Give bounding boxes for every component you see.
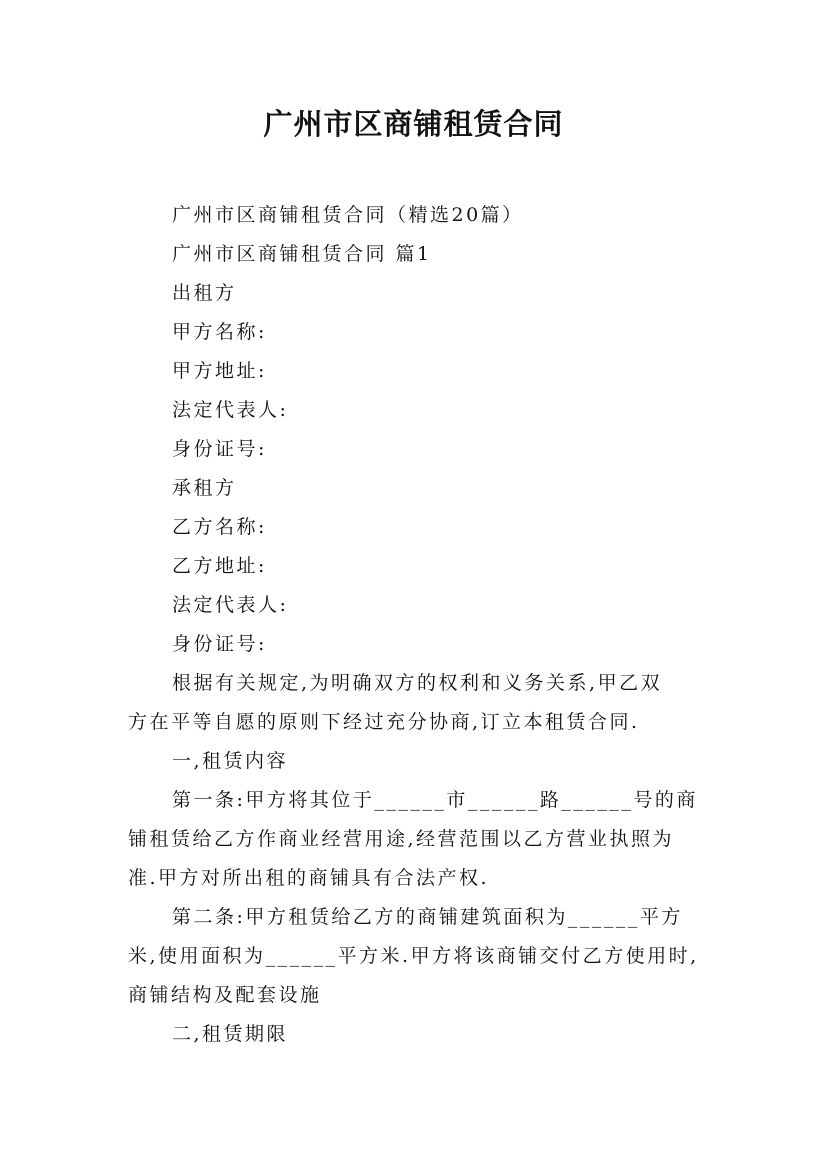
- section-heading: 广州市区商铺租赁合同 篇1: [172, 243, 432, 265]
- text-line: 甲方名称:: [172, 321, 267, 343]
- text-line: 法定代表人:: [172, 594, 289, 616]
- paragraph-line: 米,使用面积为______平方米.甲方将该商铺交付乙方使用时,: [128, 945, 699, 967]
- text-line: 法定代表人:: [172, 399, 289, 421]
- section-heading: 二,租赁期限: [172, 1023, 289, 1045]
- paragraph-line: 商铺结构及配套设施: [128, 984, 322, 1006]
- text-line: 身份证号:: [172, 633, 267, 655]
- text-line: 甲方地址:: [172, 360, 267, 382]
- paragraph-line: 第二条:甲方租赁给乙方的商铺建筑面积为______平方: [172, 906, 683, 928]
- paragraph-line: 准.甲方对所出租的商铺具有合法产权.: [128, 867, 490, 889]
- page-title: 广州市区商铺租赁合同: [263, 107, 564, 141]
- text-line: 乙方名称:: [172, 516, 267, 538]
- paragraph-line: 第一条:甲方将其位于______市______路______号的商: [172, 789, 698, 811]
- text-line: 承租方: [172, 477, 237, 499]
- section-heading: 一,租赁内容: [172, 750, 289, 772]
- text-line: 出租方: [172, 282, 237, 304]
- paragraph-line: 根据有关规定,为明确双方的权利和义务关系,甲乙双: [172, 672, 663, 694]
- subtitle-line: 广州市区商铺租赁合同（精选20篇）: [172, 204, 524, 226]
- text-line: 乙方地址:: [172, 555, 267, 577]
- text-line: 身份证号:: [172, 438, 267, 460]
- paragraph-line: 方在平等自愿的原则下经过充分协商,订立本租赁合同.: [128, 711, 640, 733]
- paragraph-line: 铺租赁给乙方作商业经营用途,经营范围以乙方营业执照为: [128, 828, 675, 850]
